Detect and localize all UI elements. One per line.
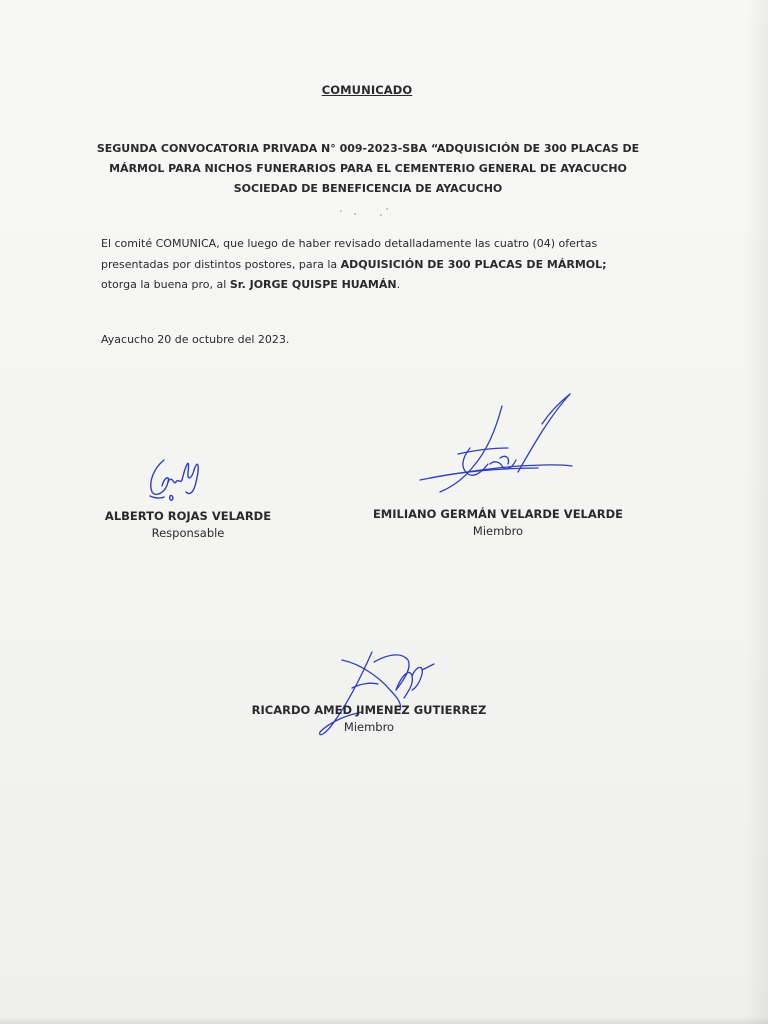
signatory-block-3	[240, 703, 498, 734]
scan-specks	[330, 204, 410, 224]
document-title: COMUNICADO	[321, 83, 413, 97]
body-text-part-2: otorga la buena pro, al	[101, 278, 230, 291]
signatory-role: Miembro	[343, 720, 395, 734]
body-text-part-1: El comité COMUNICA, que luego de haber revisado detalladamente las cuatro (04) ofertas presentadas por distintos postores, para la	[101, 237, 598, 271]
heading-line-2: MÁRMOL PARA NICHOS FUNERARIOS PARA EL CEMENTERIO GENERAL DE AYACUCHO	[109, 162, 627, 175]
signature-alberto-rojas	[142, 452, 212, 504]
signature-emiliano-velarde	[410, 388, 580, 508]
body-text-part-3: .	[396, 278, 401, 291]
body-bold-winner: Sr. JORGE QUISPE HUAMÁN	[229, 278, 397, 291]
heading-line-1: SEGUNDA CONVOCATORIA PRIVADA N° 009-2023-SBA “ADQUISICIÓN DE 300 PLACAS DE	[96, 142, 640, 155]
signatory-role: Responsable	[151, 526, 225, 540]
signatory-name: RICARDO AMED JIMENEZ GUTIERREZ	[251, 703, 487, 717]
signatory-block-2	[364, 507, 632, 538]
document-heading	[80, 139, 656, 199]
signatory-name: EMILIANO GERMÁN VELARDE VELARDE	[372, 507, 624, 521]
body-bold-acquisition: ADQUISICIÓN DE 300 PLACAS DE MÁRMOL;	[340, 257, 607, 271]
signatory-role: Miembro	[472, 524, 524, 538]
signatory-block-1	[98, 509, 278, 540]
body-paragraph	[101, 234, 621, 296]
heading-line-3: SOCIEDAD DE BENEFICENCIA DE AYACUCHO	[233, 182, 503, 195]
paper-shadow-right	[746, 0, 768, 1024]
document-date: Ayacucho 20 de octubre del 2023.	[101, 333, 290, 346]
paper-shadow-bottom	[0, 1016, 768, 1024]
signatory-name: ALBERTO ROJAS VELARDE	[104, 509, 272, 523]
